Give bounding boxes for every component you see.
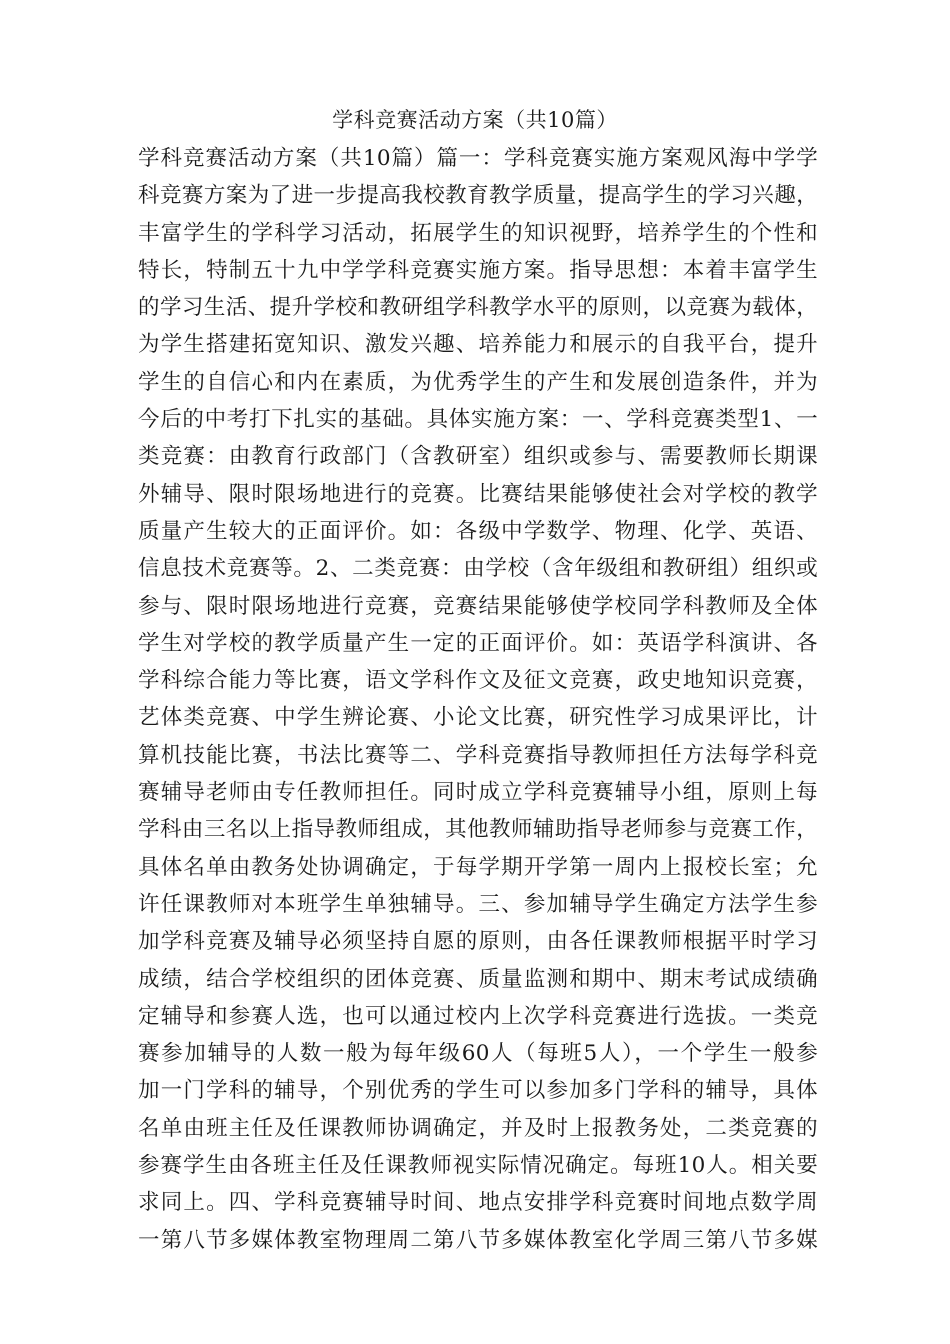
body-text-line: 艺体类竞赛、中学生辨论赛、小论文比赛，研究性学习成果评比，计 [138, 705, 818, 731]
body-text-line: 成绩，结合学校组织的团体竞赛、质量监测和期中、期末考试成绩确 [138, 966, 818, 992]
body-text-line: 赛参加辅导的人数一般为每年级60人（每班5人），一个学生一般参 [138, 1041, 818, 1067]
document-title: 学科竞赛活动方案（共10篇） [332, 108, 618, 132]
body-text-line: 许任课教师对本班学生单独辅导。三、参加辅导学生确定方法学生参 [138, 891, 818, 917]
body-text-line: 参与、限时限场地进行竞赛，竞赛结果能够使学校同学科教师及全体 [138, 593, 818, 619]
body-text-line: 学科由三名以上指导教师组成，其他教师辅助指导老师参与竞赛工作， [138, 817, 818, 843]
body-text-line: 丰富学生的学科学习活动，拓展学生的知识视野，培养学生的个性和 [138, 220, 818, 246]
body-text-line: 的学习生活、提升学校和教研组学科教学水平的原则，以竞赛为载体， [138, 295, 818, 321]
body-text-line: 名单由班主任及任课教师协调确定，并及时上报教务处，二类竞赛的 [138, 1115, 818, 1141]
body-text-line: 类竞赛：由教育行政部门（含教研室）组织或参与、需要教师长期课 [138, 444, 818, 470]
body-text-line: 加学科竞赛及辅导必须坚持自愿的原则，由各任课教师根据平时学习 [138, 929, 818, 955]
body-text-line: 学科竞赛活动方案（共10篇）篇一：学科竞赛实施方案观风海中学学 [138, 146, 818, 171]
body-text-line: 参赛学生由各班主任及任课教师视实际情况确定。每班10人。相关要 [138, 1153, 818, 1179]
body-text-line: 加一门学科的辅导，个别优秀的学生可以参加多门学科的辅导，具体 [138, 1078, 818, 1104]
body-text-line: 一第八节多媒体教室物理周二第八节多媒体教室化学周三第八节多媒 [138, 1227, 818, 1253]
body-text-line: 定辅导和参赛人选，也可以通过校内上次学科竞赛进行选拔。一类竞 [138, 1003, 818, 1029]
body-text-line: 赛辅导老师由专任教师担任。同时成立学科竞赛辅导小组，原则上每 [138, 780, 818, 806]
body-text-line: 学科综合能力等比赛，语文学科作文及征文竞赛，政史地知识竞赛， [138, 668, 818, 694]
body-text-line: 质量产生较大的正面评价。如：各级中学数学、物理、化学、英语、 [138, 518, 818, 544]
document-body [138, 140, 818, 1253]
body-text-line: 今后的中考打下扎实的基础。具体实施方案：一、学科竞赛类型1、一 [138, 407, 818, 433]
body-text-line: 具体名单由教务处协调确定，于每学期开学第一周内上报校长室；允 [138, 854, 818, 880]
body-text-line: 求同上。四、学科竞赛辅导时间、地点安排学科竞赛时间地点数学周 [138, 1190, 818, 1216]
body-text-line: 算机技能比赛，书法比赛等二、学科竞赛指导教师担任方法每学科竞 [138, 742, 818, 768]
body-text-line: 科竞赛方案为了进一步提高我校教育教学质量，提高学生的学习兴趣， [138, 183, 818, 209]
body-text-line: 学生对学校的教学质量产生一定的正面评价。如：英语学科演讲、各 [138, 630, 818, 656]
body-text-line: 学生的自信心和内在素质，为优秀学生的产生和发展创造条件，并为 [138, 369, 818, 395]
body-text-line: 信息技术竞赛等。2、二类竞赛：由学校（含年级组和教研组）组织或 [138, 556, 818, 582]
body-text-line: 特长，特制五十九中学学科竞赛实施方案。指导思想：本着丰富学生 [138, 257, 818, 283]
body-text-line: 为学生搭建拓宽知识、激发兴趣、培养能力和展示的自我平台，提升 [138, 332, 818, 358]
body-text-line: 外辅导、限时限场地进行的竞赛。比赛结果能够使社会对学校的教学 [138, 481, 818, 507]
